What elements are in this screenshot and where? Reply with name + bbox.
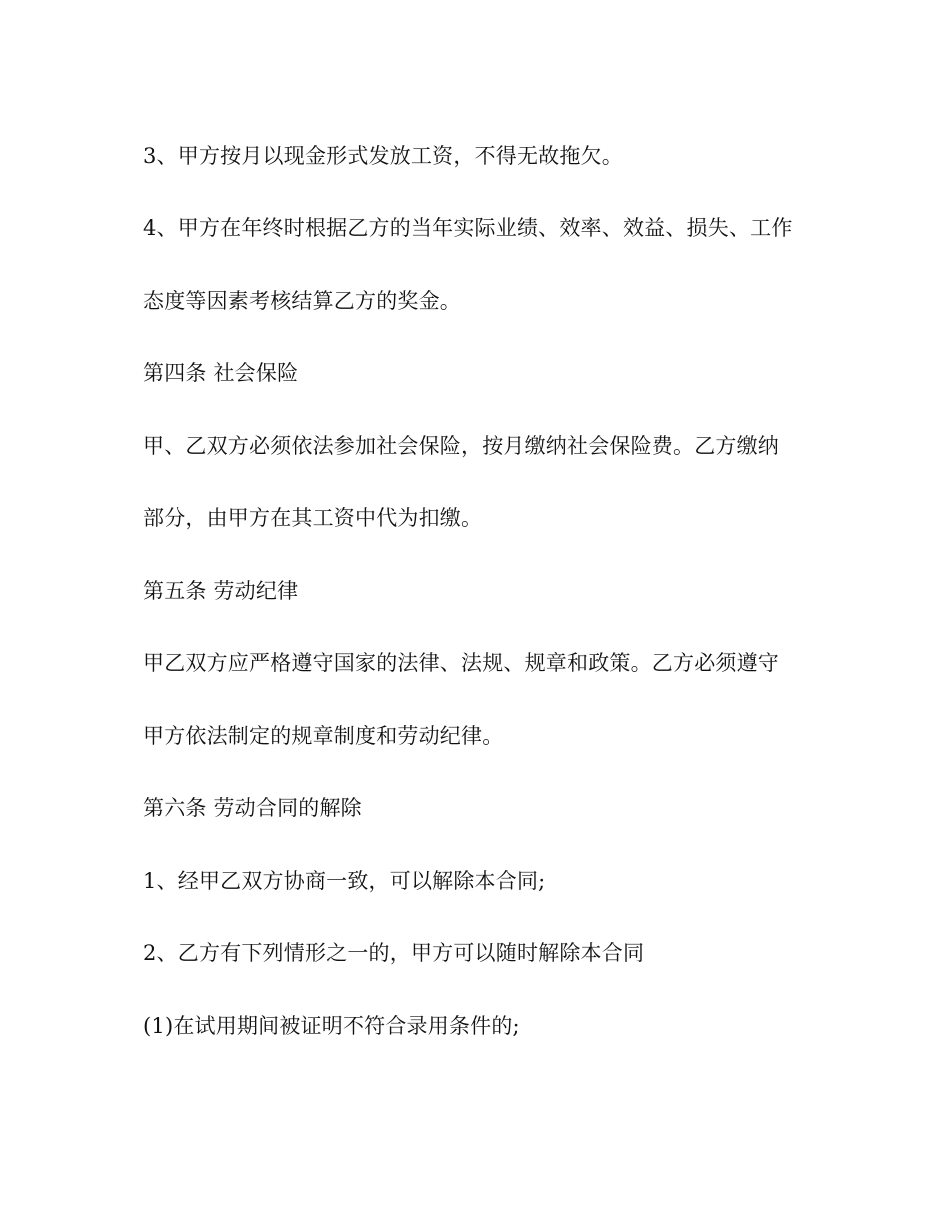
article-4-text-line-2: 部分，由甲方在其工资中代为扣缴。	[143, 506, 483, 530]
article-6-clause-2-item-1: (1)在试用期间被证明不符合录用条件的;	[143, 1014, 520, 1038]
article-4-text-line-1: 甲、乙双方必须依法参加社会保险，按月缴纳社会保险费。乙方缴纳	[143, 434, 779, 458]
article-5-heading: 第五条 劳动纪律	[143, 579, 299, 603]
article-5-text-line-2: 甲方依法制定的规章制度和劳动纪律。	[143, 724, 504, 748]
article-6-heading: 第六条 劳动合同的解除	[143, 796, 362, 820]
article-6-clause-2: 2、乙方有下列情形之一的，甲方可以随时解除本合同	[143, 941, 645, 965]
article-5-text-line-1: 甲乙双方应严格遵守国家的法律、法规、规章和政策。乙方必须遵守	[143, 651, 779, 675]
article-6-clause-1: 1、经甲乙双方协商一致，可以解除本合同;	[143, 869, 546, 893]
article-4-heading: 第四条 社会保险	[143, 361, 299, 385]
clause-4-bonus-line-1: 4、甲方在年终时根据乙方的当年实际业绩、效率、效益、损失、工作	[143, 216, 793, 240]
clause-3-wage-payment: 3、甲方按月以现金形式发放工资，不得无故拖欠。	[143, 144, 623, 168]
clause-4-bonus-line-2: 态度等因素考核结算乙方的奖金。	[143, 289, 461, 313]
